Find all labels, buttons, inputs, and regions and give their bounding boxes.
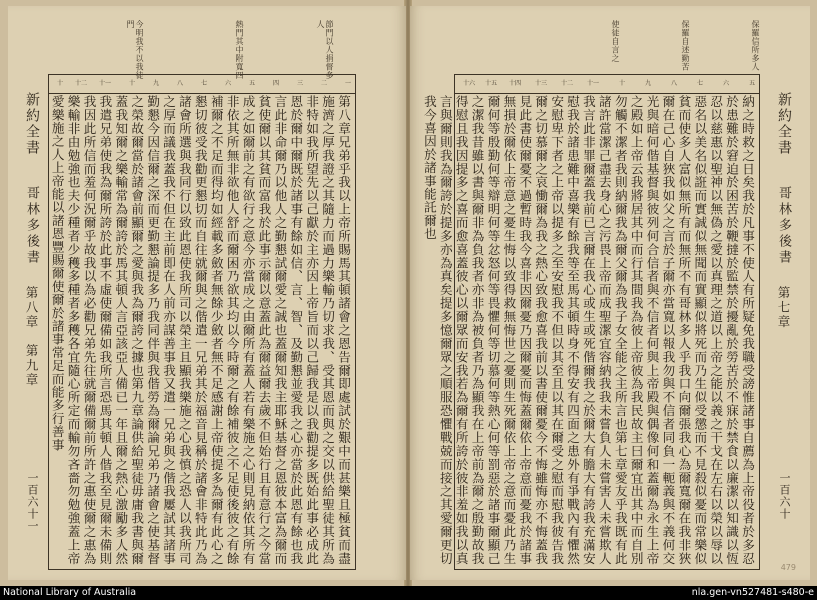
ruler-number: 六 [224, 80, 231, 87]
ruler-number: 八 [176, 80, 183, 87]
left-chapter-label: 第八章 第九章 [24, 286, 39, 388]
left-section-title: 哥林多後書 [24, 186, 39, 266]
right-text-frame [421, 74, 760, 570]
top-note: 保羅信所多人 [751, 20, 760, 71]
ruler-number: 四 [272, 80, 279, 87]
ruler-number: 十 [56, 80, 63, 87]
top-note: 節門以人捐督多人 [316, 20, 334, 80]
top-note: 使徒自言之 [611, 20, 620, 63]
right-page-body: 納之時救之日矣我於凡事不使人有所疑免我職受謗惟諸事自薦為上帝役者於多忍於患難於窘迫於困苦於鞭撻於監禁於擾亂於勞苦於不寐於禁食以廉潔以知識以恆忍以慈惠以聖神以無偽之愛以真理之道以上帝之能以義之干戈在左右以榮以辱以惡名以美名似誑而實誠似無聞而實顯似將死而乃生似受懲而不見殺似憂而常樂似貧而使多人富似無所有而無所不有哥林多人乎我口向爾張我心為爾寬爾在我非狹爾在己心自狹我如父之言於子爾亦當寬以報我勿與不信者同負一軛義與不義何交光與暗何偕基督與彼列何合信者與不信者何與上帝殿與偶像何和蓋爾為永生上帝之殿如上帝云我將居其中而行其間我為彼上帝彼為我民故主曰爾宜出其中而自別勿觸不潔者我則納爾我為爾父爾為我子女全能之主所言也第七章愛友乎我既有此諸許當潔己盡去身心之污畏上帝而成聖潔宜容納我我未嘗負人未嘗害人未嘗欺人我言此非罪爾蓋我前已言爾在我心或生或死偕爾我之於爾大有膽大有誇我充滿安慰我於諸患難中喜樂有餘我等至馬其頓時身不得安有四面之患外有爭戰內有懼然安慰卑下者之上帝以提多之至安慰我不但以其至且以其在爾受之慰而慰我彼告我爾之切慕爾之哀慟爾為我之熱心致我愈喜我前以書使爾憂今不悔雖悔亦不悔蓋我見此書使爾憂不過暫時我今喜非因爾憂乃因爾憂而悔蓋爾依上帝意而憂我於諸事無損於爾依上帝意之憂生悔以致得救無悔世之憂則生死爾依上帝之意而憂此乃生爾何等殷勤何等辯明何等忿怒何等畏懼何等切慕何等熱心何等罰惡於諸事爾顯己之潔我昔雖以書與爾非為負我者亦非為被負者乃為顯我在上帝前為爾之殷勤故我得慰且我因提多之喜而愈喜蓋彼心以爾眾而安我若為爾有所誇於彼非羞如我以真言與爾則我為爾誇於提多亦為真矣提多憶爾眾之順服恐懼戰兢而接之其愛爾更切我今喜因於諸事能託爾也 [421, 95, 755, 565]
ruler-number: 十五 [484, 80, 497, 87]
right-book-title: 新約全書 [776, 92, 792, 156]
footer-library-name: National Library of Australia [3, 587, 137, 598]
ruler-number: 三 [296, 80, 303, 87]
footer-image-id: nla.gen-vn527481-s480-e [691, 587, 814, 598]
right-page [410, 6, 810, 580]
ruler-number: 十六 [462, 80, 475, 87]
ruler-number: 十二 [560, 80, 573, 87]
ruler-number: 五 [248, 80, 255, 87]
right-page-number: 一百六十 [778, 472, 791, 520]
left-top-notes [24, 20, 334, 80]
right-chapter-label: 第七章 [776, 286, 791, 330]
ruler-number: 九 [644, 80, 651, 87]
left-page-body: 第八章兄弟乎我以上帝所賜馬其頓諸會之恩告爾即處試於艱中而甚樂且極貧而盡施濟之厚我證之其隨力而過力樂輸乃切求我、受其恩而與之交以供給聖徒其所為非特如我所望先以己獻於主亦因上帝旨而以己歸我是以我勸提多既始此事必成此恩於爾中爾既於諸事有餘如信、言、智、及勤懇並愛我之心亦當於此恩有餘也我言此非命爾乃以他人之勤懇試爾愛之誠也蓋爾知我主耶穌基督之恩彼本富為爾而貧使爾以其貧而富我於此事示爾以意蓋此為爾益爾去歲不但始行且有意行之今當成之如爾前之有欲行之意今亦當成之由爾所有蓋人若有樂施之心則見納依其所有非依其所無非欲他人舒而爾困乃欲其均以今時爾之有餘補彼之不足使後彼之有餘補爾之不足而得均如經載多斂者無餘少斂者無不足感謝上帝使提多為爾有此心之懇切彼受我勸更懇切而自往就爾與之偕遣一兄弟其於福音見稱於諸會非特此乃為諸會所選與我同行以致此恩使我所司以榮主且顯我樂施之心我慎之恐人以我所司之厚而議我蓋我不但在主前即在人前亦謀善事我又遣一兄弟與之偕我屢試其諸事勤懇今因信爾之深而更勤懇論提多乃我同伴與我偕勞為爾論兄弟乃諸會之使基督之榮故爾當於諸會前顯爾之愛與我為爾誇之據也第九章論供給聖徒毋庸我書與爾蓋我知爾之樂輸常為爾誇於馬其頓人言亞該亞人備已一年且爾之熱心激勵多人然我遣兄弟使我為爾所誇於此事不虛使爾備如我所言恐馬其頓人偕我至見爾未備則我因此所信而羞何況爾乎故我以為必勸兄弟先往就爾備爾前所許之惠使爾之惠為樂輸非由勉強也夫少種者少穫多種者多穫各宜隨心所定而輸勿吝嗇勿勉強蓋上帝愛樂施之人上帝能以諸恩豐賜爾使爾於諸事常足而能多行善事 [49, 95, 351, 565]
top-note: 熱門其中附寬四 [235, 20, 244, 80]
left-book-title: 新約全書 [24, 92, 40, 156]
top-note: 保羅自述勤苦 [681, 20, 690, 71]
ruler-number: 十四 [508, 80, 521, 87]
ruler-number: 十 [618, 80, 625, 87]
left-line-ruler [49, 75, 355, 93]
footer-bar [0, 586, 817, 600]
ruler-number: 二 [320, 80, 327, 87]
ruler-number: 八 [670, 80, 677, 87]
folio-mark: 479 [780, 563, 796, 572]
right-line-ruler [455, 75, 759, 93]
ruler-number: 七 [696, 80, 703, 87]
ruler-number: 十三 [534, 80, 547, 87]
ruler-number: 九 [152, 80, 159, 87]
left-text-frame [48, 74, 356, 570]
ruler-number: 七 [200, 80, 207, 87]
ruler-number: 一 [344, 80, 351, 87]
ruler-number: 五 [748, 80, 755, 87]
top-note: 今明我不以我徒門 [126, 20, 144, 80]
ruler-number: 十一 [586, 80, 599, 87]
ruler-number: 十一 [98, 80, 111, 87]
ruler-number: 六 [722, 80, 729, 87]
left-page-number: 一百六十一 [26, 472, 39, 532]
right-top-notes [560, 20, 760, 80]
ruler-number: 十 [128, 80, 135, 87]
right-section-title: 哥林多後書 [776, 186, 791, 266]
ruler-number: 十二 [74, 80, 87, 87]
left-page [8, 6, 406, 580]
